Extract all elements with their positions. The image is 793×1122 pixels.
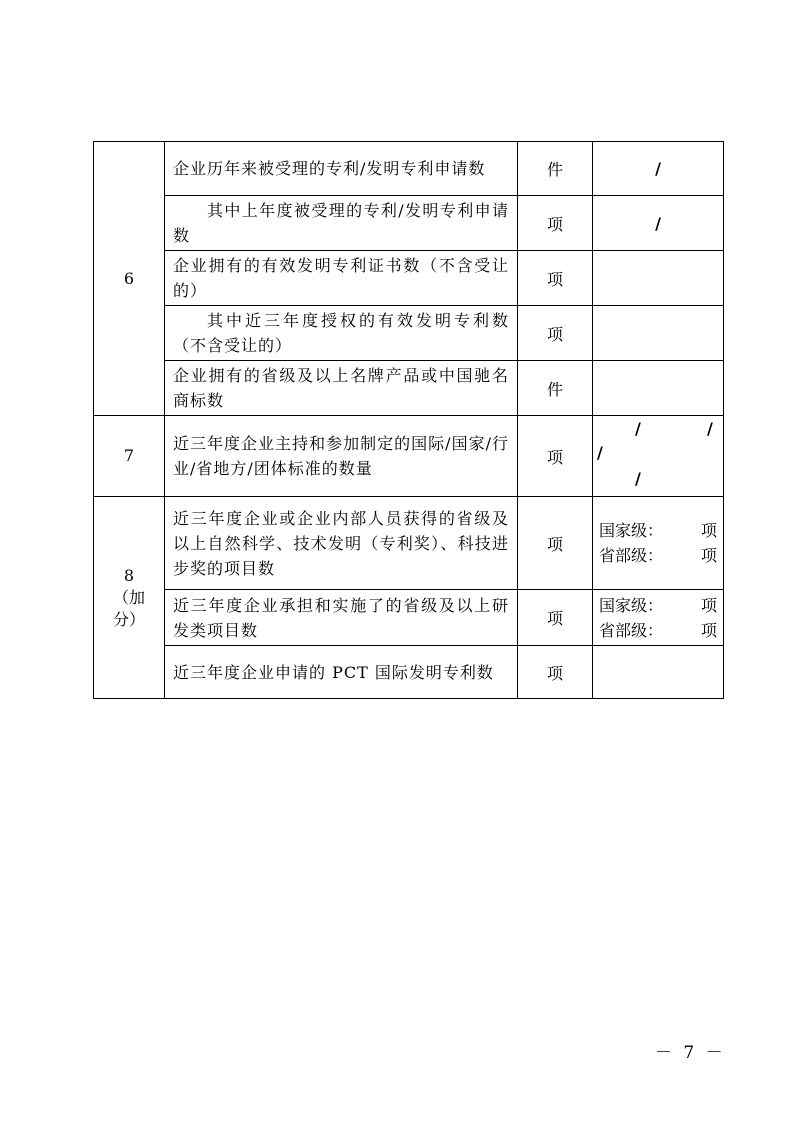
value-cell[interactable] (593, 306, 724, 361)
table-row (94, 251, 724, 306)
value-cell[interactable] (593, 251, 724, 306)
table-row (94, 142, 724, 196)
page-number: － 7 － (655, 1043, 726, 1063)
unit-cell: 件 (518, 142, 593, 196)
section-number-8-digit: 8 (123, 565, 135, 585)
item-cell: 其中近三年度授权的有效发明专利数（不含受让的） (165, 306, 518, 361)
provincial-level-label: 省部级： (599, 546, 664, 565)
enterprise-ip-table (93, 141, 724, 699)
slash-mark: / (707, 419, 713, 438)
value-cell[interactable] (593, 497, 724, 590)
value-cell[interactable] (593, 361, 724, 416)
value-cell[interactable] (593, 416, 724, 497)
section-number-6: 6 (94, 142, 165, 416)
unit-cell: 项 (518, 251, 593, 306)
table-row (94, 416, 724, 497)
unit-cell: 项 (518, 590, 593, 646)
table-row (94, 646, 724, 699)
slash-mark: / (635, 419, 641, 438)
item-cell: 企业拥有的有效发明专利证书数（不含受让的） (165, 251, 518, 306)
standard-slashes (593, 417, 723, 495)
table-row (94, 497, 724, 590)
value-cell[interactable] (593, 646, 724, 699)
provincial-level-label: 省部级： (599, 620, 664, 640)
unit-cell: 件 (518, 361, 593, 416)
provincial-level-unit: 项 (700, 546, 717, 565)
section-number-8 (94, 497, 165, 699)
unit-cell: 项 (518, 497, 593, 590)
unit-cell: 项 (518, 306, 593, 361)
table-row (94, 590, 724, 646)
provincial-level-line (599, 618, 717, 643)
national-level-label: 国家级： (599, 595, 664, 615)
table-row (94, 361, 724, 416)
form-sheet (93, 141, 724, 699)
unit-cell: 项 (518, 416, 593, 497)
national-level-label: 国家级： (599, 521, 664, 540)
table-row (94, 306, 724, 361)
section-number-7: 7 (94, 416, 165, 497)
item-cell: 近三年度企业主持和参加制定的国际/国家/行业/省地方/团体标准的数量 (165, 416, 518, 497)
provincial-level-unit: 项 (700, 620, 717, 640)
unit-cell: 项 (518, 196, 593, 251)
item-cell: 企业拥有的省级及以上名牌产品或中国驰名商标数 (165, 361, 518, 416)
table-row (94, 196, 724, 251)
item-cell: 近三年度企业承担和实施了的省级及以上研发类项目数 (165, 590, 518, 646)
national-level-unit: 项 (700, 521, 717, 540)
slash-mark: / (635, 469, 641, 488)
item-cell: 其中上年度被受理的专利/发明专利申请数 (165, 196, 518, 251)
item-cell: 近三年度企业申请的 PCT 国际发明专利数 (165, 646, 518, 699)
provincial-level-line (599, 543, 717, 568)
value-cell[interactable]: / (593, 142, 724, 196)
section-number-8-bonus: （加 (112, 587, 145, 607)
national-level-unit: 项 (700, 595, 717, 615)
item-cell: 近三年度企业或企业内部人员获得的省级及以上自然科学、技术发明（专利奖）、科技进步奖的项目数 (165, 497, 518, 590)
national-level-line (599, 518, 717, 543)
value-cell[interactable] (593, 590, 724, 646)
section-number-8-bonus-end: 分） (112, 609, 145, 629)
item-cell: 企业历年来被受理的专利/发明专利申请数 (165, 142, 518, 196)
slash-mark: / (597, 443, 603, 462)
national-level-line (599, 593, 717, 618)
unit-cell: 项 (518, 646, 593, 699)
value-cell[interactable]: / (593, 196, 724, 251)
